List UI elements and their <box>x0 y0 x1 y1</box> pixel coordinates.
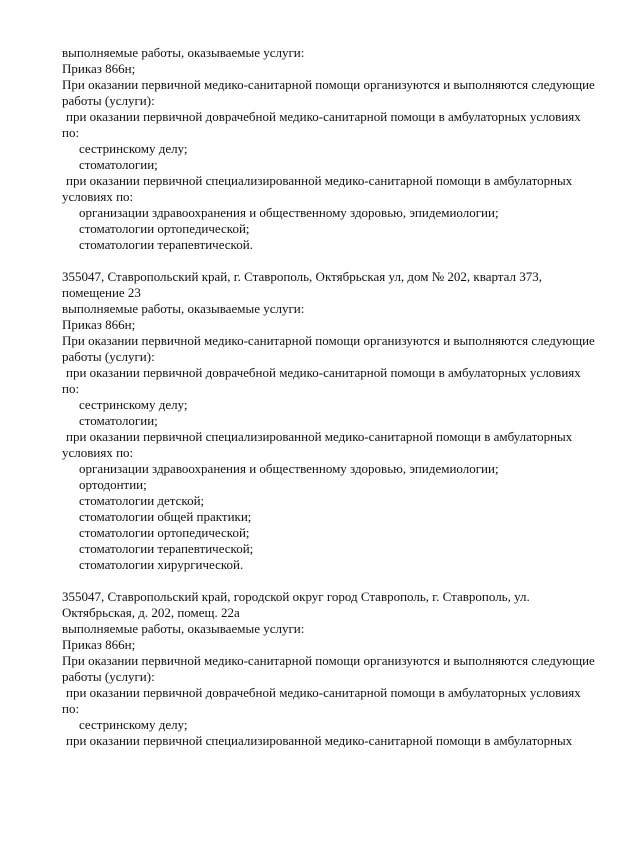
text-line: При оказании первичной медико-санитарной помощи организуются и выполняются следующие <box>62 77 595 92</box>
text-line: стоматологии общей практики; <box>79 509 252 524</box>
text-line: условиях по: <box>62 189 134 204</box>
license-document <box>62 45 611 749</box>
text-line: стоматологии; <box>79 157 158 172</box>
text-line: 355047, Ставропольский край, г. Ставрополь, Октябрьская ул, дом № 202, квартал 373, <box>62 269 543 284</box>
text-line: помещение 23 <box>62 285 141 300</box>
text-line: Октябрьская, д. 202, помещ. 22а <box>62 605 240 620</box>
text-line: 355047, Ставропольский край, городской округ город Ставрополь, г. Ставрополь, ул. <box>62 589 530 604</box>
license-section-3 <box>62 589 611 749</box>
text-line: При оказании первичной медико-санитарной помощи организуются и выполняются следующие <box>62 653 595 668</box>
text-line: ортодонтии; <box>79 477 147 492</box>
text-line: сестринскому делу; <box>79 717 188 732</box>
text-line: при оказании первичной специализированной медико-санитарной помощи в амбулаторных <box>66 429 573 444</box>
text-line: выполняемые работы, оказываемые услуги: <box>62 45 305 60</box>
text-line: работы (услуги): <box>62 669 155 684</box>
license-section-2 <box>62 269 611 573</box>
text-line: при оказании первичной доврачебной медико-санитарной помощи в амбулаторных условиях <box>66 365 581 380</box>
text-line: стоматологии хирургической. <box>79 557 244 572</box>
text-line: по: <box>62 381 80 396</box>
text-line: сестринскому делу; <box>79 397 188 412</box>
text-line: стоматологии; <box>79 413 158 428</box>
text-line: при оказании первичной специализированной медико-санитарной помощи в амбулаторных <box>66 733 573 748</box>
text-line: при оказании первичной специализированной медико-санитарной помощи в амбулаторных <box>66 173 573 188</box>
text-line: стоматологии терапевтической. <box>79 237 253 252</box>
text-line: стоматологии ортопедической; <box>79 221 250 236</box>
text-line: организации здравоохранения и общественному здоровью, эпидемиологии; <box>79 461 499 476</box>
text-line: по: <box>62 701 80 716</box>
text-line: стоматологии детской; <box>79 493 205 508</box>
text-line: При оказании первичной медико-санитарной помощи организуются и выполняются следующие <box>62 333 595 348</box>
text-line: работы (услуги): <box>62 93 155 108</box>
text-line: выполняемые работы, оказываемые услуги: <box>62 621 305 636</box>
license-section-1 <box>62 45 611 253</box>
text-line: стоматологии терапевтической; <box>79 541 254 556</box>
text-line: работы (услуги): <box>62 349 155 364</box>
text-line: сестринскому делу; <box>79 141 188 156</box>
text-line: Приказ 866н; <box>62 637 136 652</box>
text-line: организации здравоохранения и общественному здоровью, эпидемиологии; <box>79 205 499 220</box>
text-line: при оказании первичной доврачебной медико-санитарной помощи в амбулаторных условиях <box>66 109 581 124</box>
text-line: выполняемые работы, оказываемые услуги: <box>62 301 305 316</box>
text-line: стоматологии ортопедической; <box>79 525 250 540</box>
text-line: Приказ 866н; <box>62 317 136 332</box>
text-line: при оказании первичной доврачебной медико-санитарной помощи в амбулаторных условиях <box>66 685 581 700</box>
text-line: по: <box>62 125 80 140</box>
text-line: условиях по: <box>62 445 134 460</box>
text-line: Приказ 866н; <box>62 61 136 76</box>
